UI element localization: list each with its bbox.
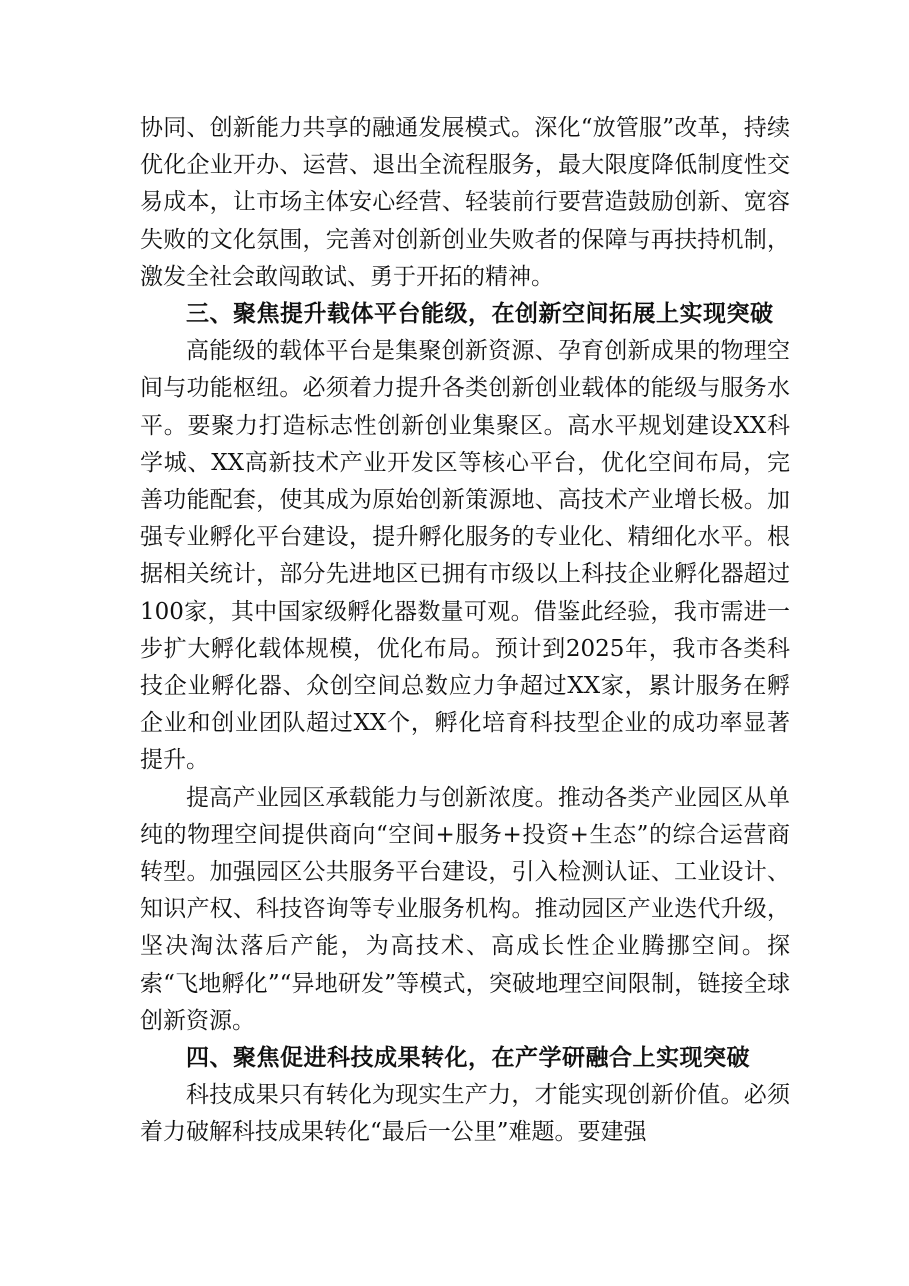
paragraph-carrier-platform: 高能级的载体平台是集聚创新资源、孕育创新成果的物理空间与功能枢纽。必须着力提升各类创新创业载体的能级与服务水平。要聚力打造标志性创新创业集聚区。高水平规划建设XX科学城、XX高新技术产业开发区等核心平台，优化空间布局，完善功能配套，使其成为原始创新策源地、高技术产业增长极。加强专业孵化平台建设，提升孵化服务的专业化、精细化水平。根据相关统计，部分先进地区已拥有市级以上科技企业孵化器超过100家，其中国家级孵化器数量可观。借鉴此经验，我市需进一步扩大孵化载体规模，优化布局。预计到2025年，我市各类科技企业孵化器、众创空间总数应力争超过XX家，累计服务在孵企业和创业团队超过XX个，孵化培育科技型企业的成功率显著提升。 bbox=[140, 338, 790, 774]
section-heading-3: 三、聚焦提升载体平台能级，在创新空间拓展上实现突破 bbox=[186, 301, 774, 328]
paragraph-industrial-park: 提高产业园区承载能力与创新浓度。推动各类产业园区从单纯的物理空间提供商向“空间+服务+投资+生态”的综合运营商转型。加强园区公共服务平台建设，引入检测认证、工业设计、知识产权、科技咨询等专业服务机构。推动园区产业迭代升级，坚决淘汰落后产能，为高技术、高成长性企业腾挪空间。探索“飞地孵化”“异地研发”等模式，突破地理空间限制，链接全球创新资源。 bbox=[140, 784, 790, 1034]
paragraph-continuation: 协同、创新能力共享的融通发展模式。深化“放管服”改革，持续优化企业开办、运营、退出全流程服务，最大限度降低制度性交易成本，让市场主体安心经营、轻装前行要营造鼓励创新、宽容失败的文化氛围，完善对创新创业失败者的保障与再扶持机制，激发全社会敢闯敢试、勇于开拓的精神。 bbox=[140, 115, 790, 290]
document-body bbox=[140, 110, 790, 1152]
section-heading-4: 四、聚焦促进科技成果转化，在产学研融合上实现突破 bbox=[186, 1045, 750, 1072]
paragraph-tech-transfer: 科技成果只有转化为现实生产力，才能实现创新价值。必须着力破解科技成果转化“最后一公里”难题。要建强 bbox=[140, 1082, 790, 1146]
